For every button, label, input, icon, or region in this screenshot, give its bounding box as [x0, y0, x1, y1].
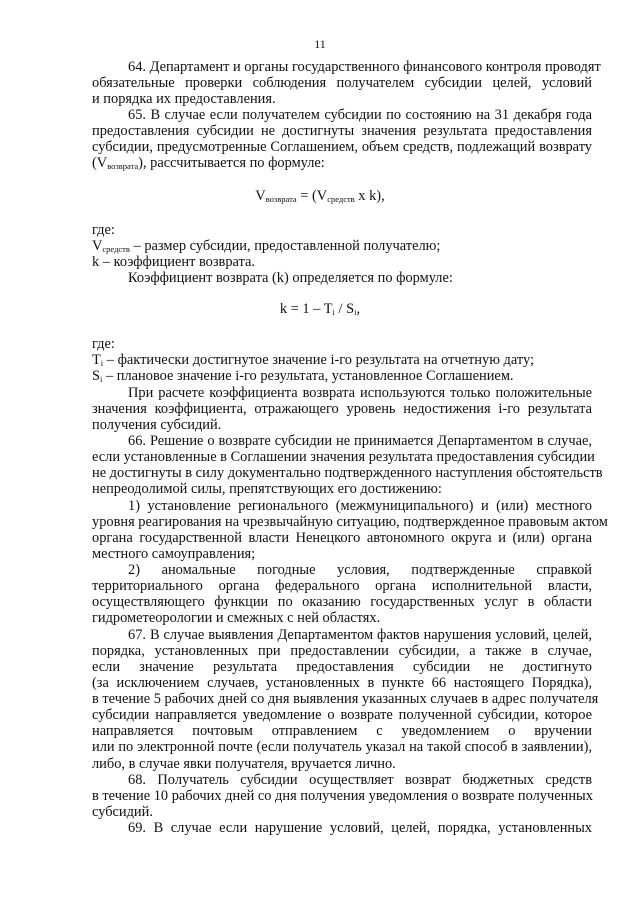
text-line: (за исключением случаев, установленных в пункте 66 настоящего Порядка), — [92, 675, 592, 691]
text-line: $S_i$ – плановое значение i-го результата, установленное Соглашением. — [92, 368, 514, 384]
text-line: 67. В случае выявления Департаментом фактов нарушения условий, целей, — [128, 627, 592, 643]
text-line: в течение 10 рабочих дней со дня получения уведомления о возврате полученных — [92, 788, 593, 804]
text-line: 1) установление регионального (межмуниципального) и (или) местного — [128, 498, 592, 514]
text-line: непреодолимой силы, препятствующих его достижению: — [92, 481, 442, 497]
text-line: или по электронной почте (если получатель указал на такой способ в заявлении), — [92, 739, 592, 755]
text-line: 69. В случае если нарушение условий, целей, порядка, установленных — [128, 820, 592, 836]
text-line: 2) аномальные погодные условия, подтвержденные справкой — [128, 562, 592, 578]
text-line: гидрометеорологии и смежных с ней областях. — [92, 610, 381, 626]
text-line: территориального органа федерального органа исполнительной власти, — [92, 578, 592, 594]
text-line: получения субсидий. — [92, 417, 222, 433]
text-line: $(V_{возврата})$, рассчитывается по формуле: — [92, 155, 325, 171]
text-line: субсидии, предусмотренные Соглашением, объем средств, подлежащий возврату — [92, 139, 592, 155]
text-line: значения коэффициента, отражающего уровень недостижения i-го результата — [92, 401, 592, 417]
text-line: предоставления субсидии не достигнуты значения результата предоставления — [92, 123, 592, 139]
text-line: 64. Департамент и органы государственного финансового контроля проводят — [128, 59, 601, 75]
text-line: не достигнуты в силу документально подтвержденного наступления обстоятельств — [92, 465, 603, 481]
text-line: осуществляющего функции по оказанию государственных услуг в области — [92, 594, 592, 610]
text-line: 65. В случае если получателем субсидии по состоянию на 31 декабря года — [128, 107, 592, 123]
text-line: Коэффициент возврата (k) определяется по формуле: — [128, 270, 453, 286]
text-line: $V_{средств}$ – размер субсидии, предоставленной получателю; — [92, 238, 441, 254]
text-line: в течение 5 рабочих дней со дня выявления указанных случаев в адрес получателя — [92, 691, 599, 707]
text-line: порядка, установленных при предоставлении субсидии, а также в случае, — [92, 643, 592, 659]
text-line: либо, в случае явки получателя, вручается лично. — [92, 756, 396, 772]
text-line: направляется почтовым отправлением с уведомлением о вручении — [92, 723, 592, 739]
text-line: обязательные проверки соблюдения получателем субсидии целей, условий — [92, 75, 592, 91]
text-line: органа государственной власти Ненецкого автономного округа и (или) органа — [92, 530, 592, 546]
text-line: где: — [92, 222, 115, 238]
text-line: субсидии направляется уведомление о возврате полученной субсидии, которое — [92, 707, 592, 723]
text-line: если значение результата предоставления субсидии не достигнуто — [92, 659, 592, 675]
text-line: если установленные в Соглашении значения результата предоставления субсидии — [92, 449, 595, 465]
text-line: субсидий. — [92, 804, 153, 820]
text-line: уровня реагирования на чрезвычайную ситуацию, подтвержденное правовым актом — [92, 514, 608, 530]
text-line: При расчете коэффициента возврата используются только положительные — [128, 385, 592, 401]
text-line: $T_i$ – фактически достигнутое значение i-го результата на отчетную дату; — [92, 352, 534, 368]
formula-return-volume: $V_{возврата} = (V_{средств}$ x k), — [255, 188, 385, 204]
text-line: и порядка их предоставления. — [92, 91, 276, 107]
text-line: 68. Получатель субсидии осуществляет возврат бюджетных средств — [128, 772, 592, 788]
page-number: 11 — [314, 37, 326, 51]
text-line: k – коэффициент возврата. — [92, 254, 255, 270]
formula-return-coefficient: $k = 1 - T_i / S_i$, — [279, 301, 361, 317]
text-line: 66. Решение о возврате субсидии не принимается Департаментом в случае, — [128, 433, 592, 449]
text-line: местного самоуправления; — [92, 546, 256, 562]
text-line: где: — [92, 336, 115, 352]
